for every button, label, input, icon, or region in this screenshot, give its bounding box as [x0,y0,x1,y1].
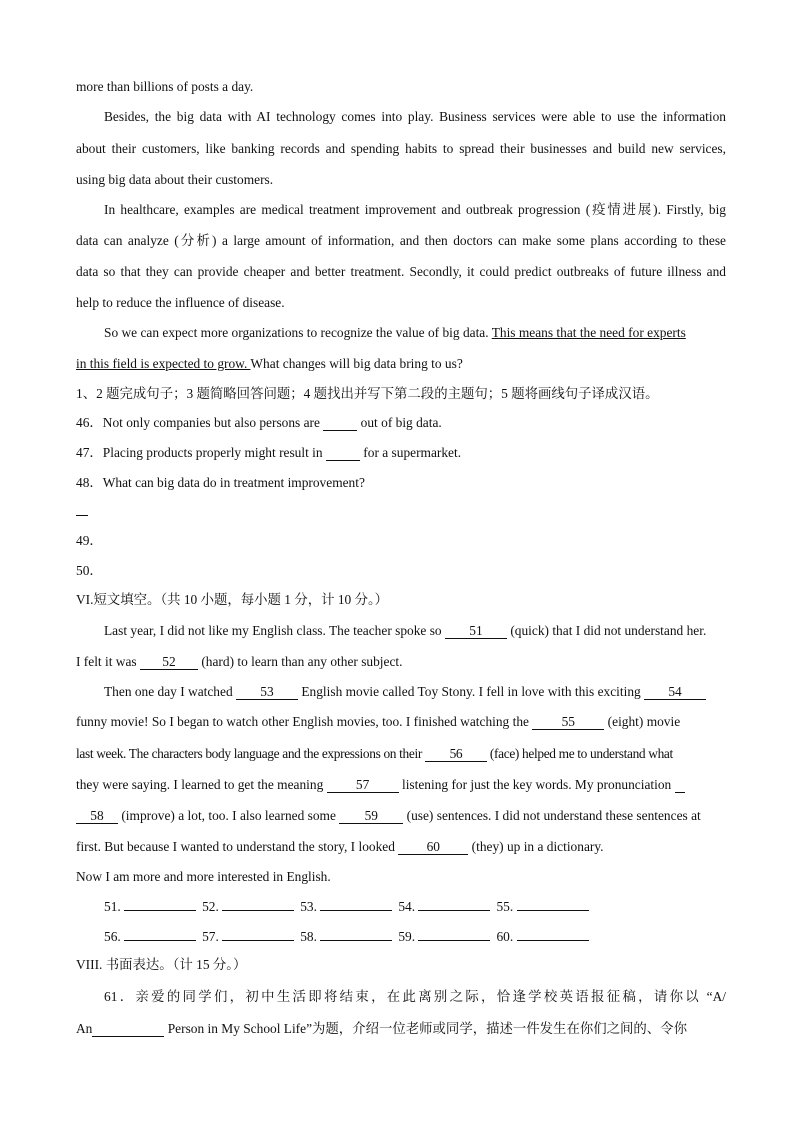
answer-field[interactable] [517,928,589,941]
answer-field[interactable] [320,928,392,941]
answer-label: 55. [496,899,514,914]
answer-label: 51. [104,899,121,914]
question-50: 50． [76,563,103,578]
writing-prompt-line: 61．亲爱的同学们，初中生活即将结束，在此离别之际，恰逢学校英语报征稿，请你以 “A/ [104,989,726,1004]
cloze-text: last week. The characters body language and the expressions on their [76,746,425,761]
cloze-text: (eight) movie [604,714,681,729]
cloze-text: listening for just the key words. My pronunciation [398,777,675,792]
answer-field[interactable] [418,928,490,941]
prompt-text: Person in My School Life”为题，介绍一位老师或同学，描述一件发生在你们之间的、令你 [164,1021,687,1036]
passage-line: help to reduce the influence of disease. [76,295,285,310]
passage-line [76,355,726,373]
answer-field[interactable] [124,928,196,941]
cloze-blank-53[interactable]: 53 [236,685,298,700]
cloze-text: first. But because I wanted to understand the story, I looked [76,839,399,854]
answer-label: 56. [104,929,121,944]
title-blank[interactable] [92,1022,164,1037]
answer-field[interactable] [418,898,490,911]
answer-label: 60. [496,929,514,944]
cloze-blank-56[interactable]: 56 [425,747,487,762]
question-instruction: 1、2 题完成句子；3 题简略回答问题；4 题找出并写下第二段的主题句；5 题将画线句子译成汉语。 [76,386,659,401]
writing-prompt-line [76,1020,726,1038]
cloze-blank-54[interactable]: 54 [644,685,706,700]
passage-line: data so that they can provide cheaper and better treatment. Secondly, it could predict outbreaks of future illness and [76,264,726,279]
cloze-blank-52[interactable]: 52 [140,655,198,670]
cloze-text: they were saying. I learned to get the meaning [76,777,327,792]
question-49: 49． [76,533,103,548]
answer-blank[interactable] [326,446,360,461]
answer-row [104,898,726,916]
answer-field[interactable] [320,898,392,911]
cloze-text: (quick) that I did not understand her. [506,623,707,638]
cloze-text: (improve) a lot, too. I also learned some [118,808,340,823]
cloze-line [104,683,726,701]
cloze-text: (face) helped me to understand what [486,746,673,761]
question-text: 47．Placing products properly might result in [76,445,326,460]
answer-field[interactable] [124,898,196,911]
passage-line: Besides, the big data with AI technology comes into play. Business services were able to use the information [104,109,726,124]
question-text: 46．Not only companies but also persons are [76,415,324,430]
passage-line: about their customers, like banking records and spending habits to spread their businesses and build new services, [76,141,726,156]
cloze-blank-58-start [675,778,685,793]
cloze-text: (use) sentences. I did not understand these sentences at [403,808,701,823]
cloze-line [76,807,726,825]
answer-label: 54. [398,899,416,914]
section-heading: VIII. 书面表达。（计 15 分。） [76,957,247,972]
cloze-line: Now I am more and more interested in English. [76,869,331,884]
prompt-text: An [76,1021,93,1036]
cloze-line [76,776,726,794]
answer-label: 57. [202,929,219,944]
cloze-text: funny movie! So I began to watch other English movies, too. I finished watching the [76,714,533,729]
underlined-sentence: in this field is expected to grow. [76,356,251,371]
cloze-line [76,653,726,671]
cloze-blank-51[interactable]: 51 [445,624,507,639]
question-47 [76,444,726,462]
answer-field[interactable] [222,898,294,911]
answer-label: 52. [202,899,219,914]
underlined-sentence: This means that the need for experts [491,325,686,340]
answer-label: 58. [300,929,317,944]
cloze-text: (hard) to learn than any other subject. [197,654,403,669]
cloze-text: (they) up in a dictionary. [468,839,604,854]
cloze-text: Then one day I watched [104,684,236,699]
answer-line [76,515,88,516]
cloze-blank-58[interactable]: 58 [76,809,118,824]
passage-line: more than billions of posts a day. [76,79,254,94]
passage-line: In healthcare, examples are medical treatment improvement and outbreak progression (疫情进展). Firstly, big [104,202,726,217]
answer-blank[interactable] [323,416,357,431]
cloze-blank-60[interactable]: 60 [398,840,468,855]
cloze-blank-57[interactable]: 57 [327,778,399,793]
cloze-line [76,745,726,763]
cloze-line [104,622,726,640]
cloze-text: English movie called Toy Stony. I fell in love with this exciting [298,684,645,699]
answer-row [104,928,726,946]
answer-field[interactable] [517,898,589,911]
question-48: 48．What can big data do in treatment improvement? [76,475,365,490]
cloze-line [76,713,726,731]
passage-line: using big data about their customers. [76,172,274,187]
section-heading: VI.短文填空。（共 10 小题，每小题 1 分，计 10 分。） [76,592,389,607]
question-46 [76,414,726,432]
cloze-text: I felt it was [76,654,140,669]
cloze-blank-55[interactable]: 55 [532,715,604,730]
passage-line: data can analyze (分析) a large amount of information, and then doctors can make some plans according to these [76,233,726,248]
question-text: out of big data. [357,415,442,430]
question-text: for a supermarket. [359,445,462,460]
answer-label: 53. [300,899,317,914]
cloze-text: Last year, I did not like my English class. The teacher spoke so [104,623,445,638]
answer-field[interactable] [222,928,294,941]
passage-line [104,324,726,342]
cloze-blank-59[interactable]: 59 [339,809,403,824]
passage-text: What changes will big data bring to us? [250,356,463,371]
cloze-line [76,838,726,856]
answer-label: 59. [398,929,416,944]
passage-text: So we can expect more organizations to recognize the value of big data. [104,325,492,340]
